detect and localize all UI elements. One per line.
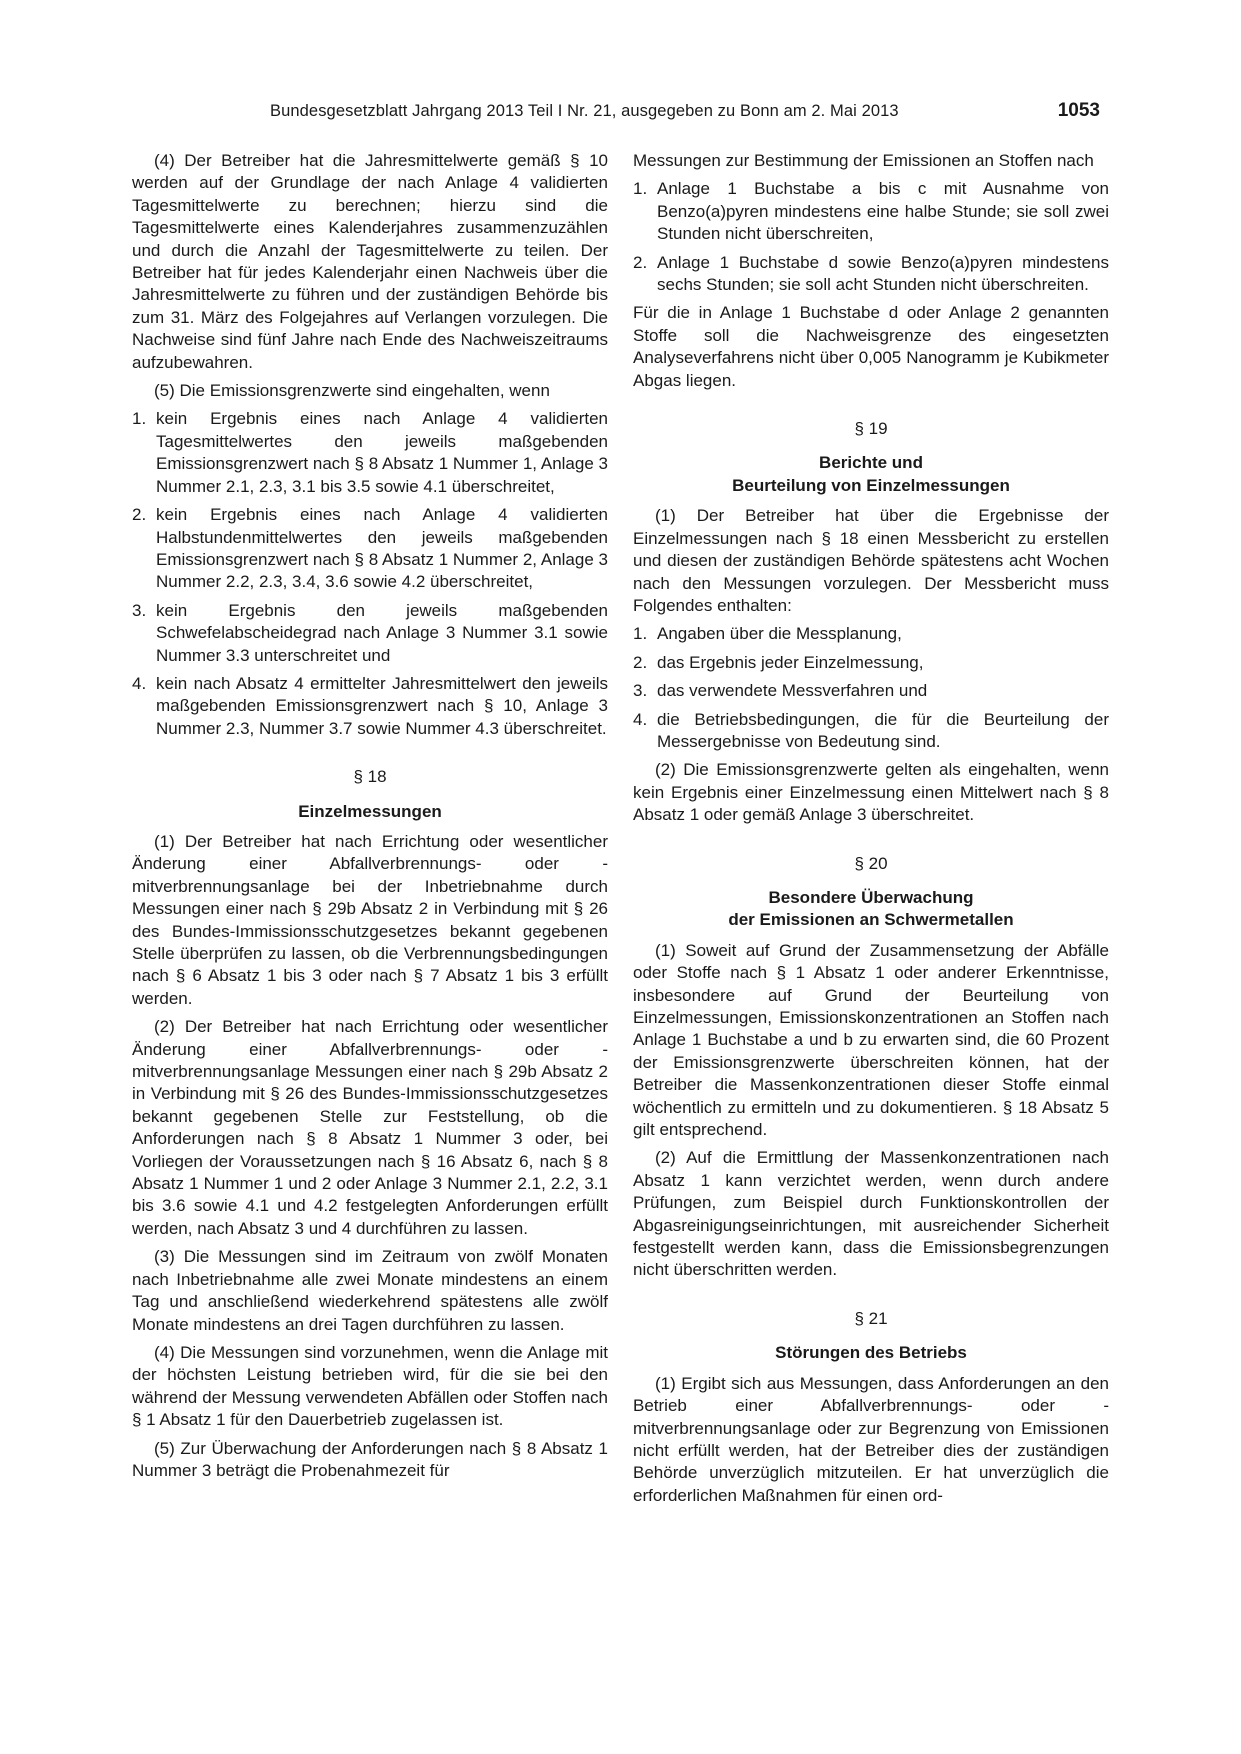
list-number: 3. bbox=[132, 600, 147, 620]
paragraph-18-5: (5) Zur Überwachung der Anforderungen nach § 8 Absatz 1 Nummer 3 beträgt die Probenahmezeit für bbox=[132, 1438, 608, 1480]
list-text: Anlage 1 Buchstabe d sowie Benzo(a)pyren mindestens sechs Stunden; sie soll acht Stunden nicht überschreiten. bbox=[657, 252, 1109, 295]
list-number: 3. bbox=[633, 681, 648, 701]
section-18-title: Einzelmessungen bbox=[298, 801, 442, 821]
section-21-title: Störungen des Betriebs bbox=[775, 1343, 967, 1363]
list-item bbox=[132, 600, 608, 667]
list-number: 2. bbox=[132, 505, 147, 525]
page-header bbox=[270, 100, 1100, 126]
list-item bbox=[132, 673, 608, 740]
paragraph-18-5-after-list: Für die in Anlage 1 Buchstabe d oder Anlage 2 genannten Stoffe soll die Nachweisgrenze des eingesetzten Analyseverfahrens nicht über 0,005 Nanogramm je Kubikmeter Abgas liegen. bbox=[633, 303, 1109, 390]
list-text: das verwendete Messverfahren und bbox=[657, 681, 928, 701]
list-item bbox=[132, 408, 608, 498]
paragraph-19-2: (2) Die Emissionsgrenzwerte gelten als eingehalten, wenn kein Ergebnis einer Einzelmessung einen Mittelwert nach § 8 Absatz 1 oder gemäß Anlage 3 überschreitet. bbox=[633, 760, 1109, 825]
list-text: die Betriebsbedingungen, die für die Beurteilung der Messergebnisse von Bedeutung sind. bbox=[657, 709, 1109, 751]
list-item bbox=[633, 623, 1109, 645]
list-17-5 bbox=[132, 408, 608, 740]
list-item bbox=[633, 652, 1109, 674]
section-20-title bbox=[633, 887, 1109, 932]
list-text: Angaben über die Messplanung, bbox=[657, 624, 902, 644]
list-item bbox=[633, 709, 1109, 754]
paragraph-18-4: (4) Die Messungen sind vorzunehmen, wenn die Anlage mit der höchsten Leistung betrieben wird, für die sie bei den während der Messung verwendeten Abfällen oder Stoffen nach § 1 Absatz 1 für den Dauerbetrieb zugelassen ist. bbox=[132, 1342, 608, 1430]
list-text: Anlage 1 Buchstabe a bis c mit Ausnahme von Benzo(a)pyren mindestens eine halbe Stunde; sie soll zwei Stunden nicht überschreiten, bbox=[657, 179, 1109, 244]
paragraph-18-5-continued: Messungen zur Bestimmung der Emissionen an Stoffen nach bbox=[633, 151, 1094, 170]
list-number: 1. bbox=[633, 624, 648, 644]
page-number: 1053 bbox=[1057, 100, 1100, 121]
section-19-number: § 19 bbox=[854, 419, 888, 439]
paragraph-20-1: (1) Soweit auf Grund der Zusammensetzung der Abfälle oder Stoffe nach § 1 Absatz 1 oder anderer Erkenntnisse, insbesondere auf Grund der Beurteilung von Einzelmessungen, Emissionskonzentrationen an Stoffen nach Anlage 1 Buchstabe a und b zu erwarten sind, die 60 Prozent der Emissionsgrenzwerte überschreiten können, hat der Betreiber die Massenkonzentrationen dieser Stoffe einmal wöchentlich zu ermitteln und zu dokumentieren. § 18 Absatz 5 gilt entsprechend. bbox=[633, 940, 1109, 1140]
paragraph-17-4: (4) Der Betreiber hat die Jahresmittelwerte gemäß § 10 werden auf der Grundlage der nach Anlage 4 validierten Tagesmittelwerte zu berechnen; hierzu sind die Tagesmittelwerte eines Kalenderjahres zusammenzuzählen und durch die Anzahl der Tagesmittelwerte zu teilen. Der Betreiber hat für jedes Kalenderjahr einen Nachweis über die Jahresmittelwerte zu führen und der zuständigen Behörde bis zum 31. März des Folgejahres auf Verlangen vorzulegen. Die Nachweise sind fünf Jahre nach Ende des Nachweiszeitraums aufzubewahren. bbox=[132, 151, 608, 372]
list-number: 4. bbox=[132, 673, 147, 693]
list-item bbox=[132, 504, 608, 594]
list-number: 2. bbox=[633, 252, 648, 272]
paragraph-17-5: (5) Die Emissionsgrenzwerte sind eingehalten, wenn bbox=[154, 381, 550, 401]
list-item bbox=[633, 178, 1109, 245]
section-20-number: § 20 bbox=[854, 853, 888, 873]
paragraph-20-2: (2) Auf die Ermittlung der Massenkonzentrationen nach Absatz 1 kann verzichtet werden, wenn durch andere Prüfungen, zum Beispiel durch Funktionskontrollen der Abgasreinigungseinrichtungen, mit ausreichender Sicherheit festgestellt werden kann, dass die Emissionsbegrenzungen nicht überschritten werden. bbox=[633, 1148, 1109, 1280]
section-19-title-line-1: Berichte und bbox=[819, 453, 923, 473]
paragraph-18-2: (2) Der Betreiber hat nach Errichtung oder wesentlicher Änderung einer Abfallverbrennungs- oder -mitverbrennungsanlage Messungen einer nach § 29b Absatz 2 in Verbindung mit § 26 des Bundes-Immissionsschutzgesetzes bekannt gegebenen Stelle zur Feststellung, ob die Anforderungen nach § 8 Absatz 1 Nummer 3 oder, bei Vorliegen der Voraussetzungen nach § 16 Absatz 6, nach § 8 Absatz 1 Nummer 1 und 2 oder Anlage 3 Nummer 2.1, 2.2, 3.1 bis 3.6 sowie 4.1 und 4.2 festgelegten Anforderungen erfüllt werden, nach Absatz 3 und 4 durchführen zu lassen. bbox=[132, 1017, 608, 1238]
list-text: kein nach Absatz 4 ermittelter Jahresmittelwert den jeweils maßgebenden Emissionsgrenzwert nach § 10, Anlage 3 Nummer 2.3, Nummer 3.7 sowie Nummer 4.3 überschreitet. bbox=[156, 673, 608, 738]
list-item bbox=[633, 680, 1109, 702]
left-column bbox=[132, 150, 608, 1488]
running-title: Bundesgesetzblatt Jahrgang 2013 Teil I Nr. 21, ausgegeben zu Bonn am 2. Mai 2013 bbox=[270, 102, 899, 120]
right-column bbox=[633, 150, 1109, 1513]
section-19-title bbox=[633, 452, 1109, 497]
list-18-5 bbox=[633, 178, 1109, 296]
paragraph-21-1: (1) Ergibt sich aus Messungen, dass Anforderungen an den Betrieb einer Abfallverbrennungs- oder -mitverbrennungsanlage oder zur Begrenzung von Emissionen nicht erfüllt werden, hat der Betreiber dies der zuständigen Behörde unverzüglich mitzuteilen. Er hat unverzüglich die erforderlichen Maßnahmen für einen ord- bbox=[633, 1373, 1109, 1505]
section-19-title-line-2: Beurteilung von Einzelmessungen bbox=[732, 475, 1010, 495]
list-number: 1. bbox=[633, 179, 648, 199]
section-20-title-line-2: der Emissionen an Schwermetallen bbox=[728, 910, 1014, 930]
section-21-number: § 21 bbox=[854, 1308, 888, 1328]
list-text: kein Ergebnis eines nach Anlage 4 validierten Halbstundenmittelwertes den jeweils maßgebenden Emissionsgrenzwert nach § 8 Absatz 1 Nummer 2, Anlage 3 Nummer 2.2, 2.3, 3.4, 3.6 sowie 4.2 überschreitet, bbox=[156, 505, 608, 592]
list-number: 4. bbox=[633, 709, 648, 729]
paragraph-18-1: (1) Der Betreiber hat nach Errichtung oder wesentlicher Änderung einer Abfallverbrennungs- oder -mitverbrennungsanlage bei der Inbetriebnahme durch Messungen einer nach § 29b Absatz 2 in Verbindung mit § 26 des Bundes-Immissionsschutzgesetzes bekannt gegebenen Stelle überprüfen zu lassen, ob die Verbrennungsbedingungen nach § 6 Absatz 1 bis 3 oder nach § 7 Absatz 1 bis 3 erfüllt werden. bbox=[132, 831, 608, 1008]
section-18-number: § 18 bbox=[353, 767, 387, 787]
list-item bbox=[633, 252, 1109, 297]
list-text: das Ergebnis jeder Einzelmessung, bbox=[657, 652, 924, 672]
list-number: 2. bbox=[633, 652, 648, 672]
list-text: kein Ergebnis eines nach Anlage 4 validierten Tagesmittelwertes den jeweils maßgebenden Emissionsgrenzwert nach § 8 Absatz 1 Nummer 1, Anlage 3 Nummer 2.1, 2.3, 3.1 bis 3.5 sowie 4.1 überschreitet, bbox=[156, 409, 608, 496]
paragraph-19-1: (1) Der Betreiber hat über die Ergebnisse der Einzelmessungen nach § 18 einen Messbericht zu erstellen und diesen der zuständigen Behörde spätestens acht Wochen nach den Messungen vorzulegen. Der Messbericht muss Folgendes enthalten: bbox=[633, 506, 1109, 615]
list-number: 1. bbox=[132, 409, 147, 429]
section-20-title-line-1: Besondere Überwachung bbox=[768, 887, 974, 907]
list-text: kein Ergebnis den jeweils maßgebenden Schwefelabscheidegrad nach Anlage 3 Nummer 3.1 sowie Nummer 3.3 unterschreitet und bbox=[156, 600, 608, 665]
list-19-1 bbox=[633, 623, 1109, 753]
paragraph-18-3: (3) Die Messungen sind im Zeitraum von zwölf Monaten nach Inbetriebnahme alle zwei Monate mindestens an einem Tag und anschließend wiederkehrend spätestens alle zwölf Monate mindestens an drei Tagen durchführen zu lassen. bbox=[132, 1247, 608, 1334]
